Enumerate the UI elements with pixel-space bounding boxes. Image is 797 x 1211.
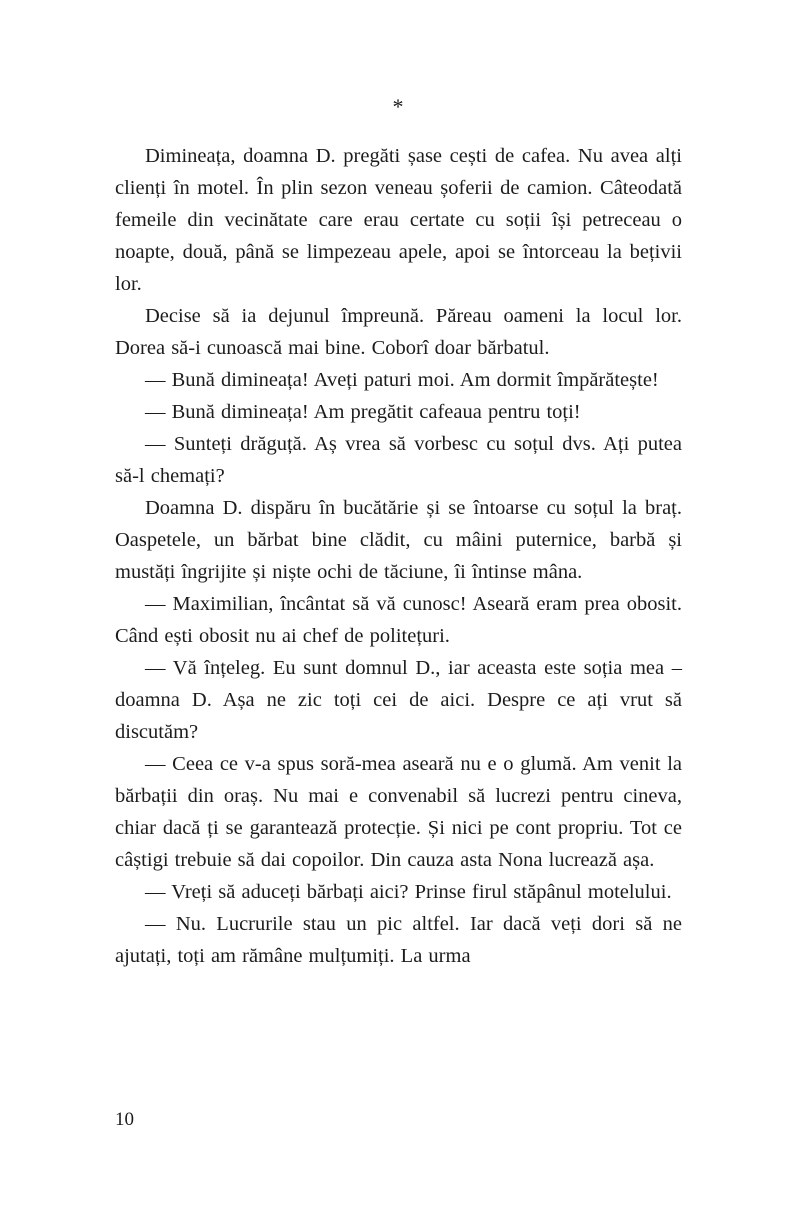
paragraph: — Maximilian, încântat să vă cunosc! Aseară eram prea obosit. Când ești obosit nu ai chef de politețuri. (115, 593, 682, 647)
paragraph: Decise să ia dejunul împreună. Păreau oameni la locul lor. Dorea să-i cunoască mai bine. Coborî doar bărbatul. (115, 305, 682, 359)
paragraph: — Sunteți drăguță. Aș vrea să vorbesc cu soțul dvs. Ați putea să-l chemați? (115, 433, 682, 487)
paragraph: — Bună dimineața! Am pregătit cafeaua pentru toți! (145, 401, 581, 423)
paragraph: — Nu. Lucrurile stau un pic altfel. Iar dacă veți dori să ne ajutați, toți am rămâne mulțumiți. La urma (115, 913, 682, 967)
paragraph: — Ceea ce v-a spus soră-mea aseară nu e o glumă. Am venit la bărbații din oraș. Nu mai e convenabil să lucrezi pentru cineva, chiar dacă ți se garantează protecție. Și nici pe cont propriu. Tot ce câștigi trebuie să dai copoilor. Din cauza asta Nona lucrează așa. (115, 753, 682, 871)
page-number: 10 (115, 1109, 134, 1130)
body-text (115, 140, 682, 972)
paragraph: Doamna D. dispăru în bucătărie și se întoarse cu soțul la braț. Oaspetele, un bărbat bine clădit, cu mâini puternice, barbă și mustăți îngrijite și niște ochi de tăciune, îi întinse mâna. (115, 497, 682, 583)
paragraph: — Bună dimineața! Aveți paturi moi. Am dormit împărătește! (145, 369, 659, 391)
text-block (115, 96, 682, 972)
paragraph: Dimineața, doamna D. pregăti șase cești de cafea. Nu avea alți clienți în motel. În plin sezon veneau șoferii de camion. Câteodată femeile din vecinătate care erau certate cu soții își petreceau o noapte, două, până se limpezeau apele, apoi se întorceau la bețivii lor. (115, 145, 682, 295)
section-separator: * (392, 94, 405, 119)
paragraph: — Vă înțeleg. Eu sunt domnul D., iar aceasta este soția mea – doamna D. Așa ne zic toți cei de aici. Despre ce ați vrut să discutăm? (115, 657, 682, 743)
paragraph: — Vreți să aduceți bărbați aici? Prinse firul stăpânul motelului. (145, 881, 672, 903)
